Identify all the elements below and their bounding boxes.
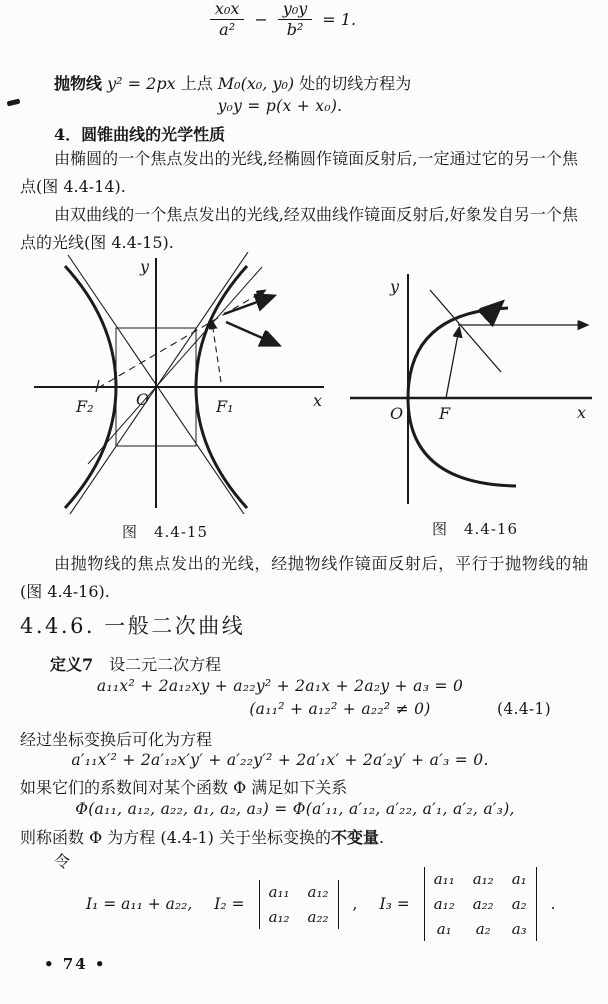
figure-16-caption: 图 4.4-16 [431,520,518,538]
definition-label: 定义7 [50,655,94,674]
minus-sign: − [254,10,268,30]
det-entry: a₁₁ [433,870,455,888]
parabola-tangent-equation: y₀y = p(x + x₀). [217,97,343,115]
parabola-optics-paragraph: 由抛物线的焦点发出的光线，经抛物线作镜面反射后，平行于抛物线的轴(图 4.4-16). [20,554,588,601]
det-entry: a₁₂ [268,907,290,926]
y-axis-label: y [390,277,400,296]
fraction-2-denominator: b² [286,20,304,40]
figure-15-caption: 图 4.4-15 [121,523,208,541]
invariant-term: 不变量 [330,828,379,847]
parabola-keyword: 抛物线 [54,74,103,93]
det-entry: a₁₂ [433,895,455,913]
focus-f1-label: F₁ [216,397,234,416]
det-entry: a₂₂ [307,907,329,926]
reflected-ray-2 [226,322,276,344]
let-text: 令 [54,852,71,871]
det-entry: a₂₂ [472,895,494,913]
invariant-pre: 则称函数 Φ 为方程 (4.4-1) 关于坐标变换的 [20,828,331,847]
figure-4-4-16-parabola [346,268,598,510]
equation-tag: (4.4-1) [497,700,551,718]
focus-f-label: F [439,404,451,423]
parabola-equation: y² = 2px [107,74,176,93]
tangent-hyperbola-formula [0,0,566,40]
focus-f2-label: F₂ [76,397,94,416]
fraction-1-denominator: a² [219,20,236,40]
dashed-ray-from-f2 [98,291,264,388]
page-number: • 74 • [44,955,107,973]
section-heading: 4.4.6. 一般二次曲线 [20,614,246,638]
det-entry: a₁ [511,870,527,888]
transformed-equation: a′₁₁x′² + 2a′₁₂x′y′ + a′₂₂y′² + 2a′₁x′ + 2a′₂y′ + a′₃ = 0. [71,751,489,769]
invariant-i2-determinant [259,880,339,929]
figure-4-4-15-hyperbola [28,252,330,514]
origin-label: O [136,390,150,409]
point-text: 上点 [180,74,213,93]
tangent-text: 处的切线方程为 [299,74,412,93]
tangent-line [430,290,501,372]
det-entry: a₂ [475,920,491,938]
invariant-post: . [379,828,385,847]
origin-label: O [390,404,404,423]
phi-relation-text: 如果它们的系数间对某个函数 Φ 满足如下关系 [20,778,348,797]
x-axis-label: x [577,403,587,422]
det-entry: a₁₂ [472,870,494,888]
invariant-sentence [20,824,384,852]
definition-text: 设二元二次方程 [93,655,222,674]
det-entry: a₁ [436,920,452,938]
point-m0: M₀(x₀, y₀) [217,74,295,93]
fraction-2 [278,0,313,40]
ellipse-optics-paragraph: 由椭圆的一个焦点发出的光线,经椭圆作镜面反射后,一定通过它的另一个焦点(图 4.4-14). [20,149,578,196]
comma: , [352,895,358,913]
period: . [550,895,556,913]
det-entry: a₂ [511,895,527,913]
phi-equation: Φ(a₁₁, a₁₂, a₂₂, a₁, a₂, a₃) = Φ(a′₁₁, a′₁₂, a′₂₂, a′₁, a′₂, a′₃), [75,800,515,818]
det-entry: a₁₂ [307,882,329,901]
coefficient-condition: (a₁₁² + a₁₂² + a₂₂² ≠ 0) [249,700,431,718]
y-axis-label: y [140,257,150,276]
invariant-i3-determinant [424,867,537,941]
fraction-2-numerator: y₀y [278,0,313,20]
transform-text: 经过坐标变换后可化为方程 [20,730,213,749]
hyperbola-optics-paragraph: 由双曲线的一个焦点发出的光线,经双曲线作镜面反射后,好象发自另一个焦点的光线(图 4.4-15). [20,205,578,252]
dashed-ray-from-f1 [212,322,221,382]
invariant-i2-label: I₂ = [214,895,245,913]
det-entry: a₁₁ [268,882,290,901]
fraction-1-numerator: x₀x [210,0,244,20]
parabola-tangent-intro [54,70,411,98]
optics-heading: 4．圆锥曲线的光学性质 [54,125,226,144]
ray-focus-to-point [446,329,459,398]
equals-one: = 1. [322,10,357,30]
definition-line [50,651,221,679]
reflected-ray-1 [224,297,271,314]
invariant-i1: I₁ = a₁₁ + a₂₂, [86,895,193,913]
invariant-i3-label: I₃ = [379,895,410,913]
fraction-1 [210,0,244,40]
det-entry: a₃ [511,920,527,938]
general-quadratic-equation: a₁₁x² + 2a₁₂xy + a₂₂y² + 2a₁x + 2a₂y + a₃ = 0 [96,677,464,695]
invariants-row [86,858,596,950]
x-axis-label: x [313,391,323,410]
